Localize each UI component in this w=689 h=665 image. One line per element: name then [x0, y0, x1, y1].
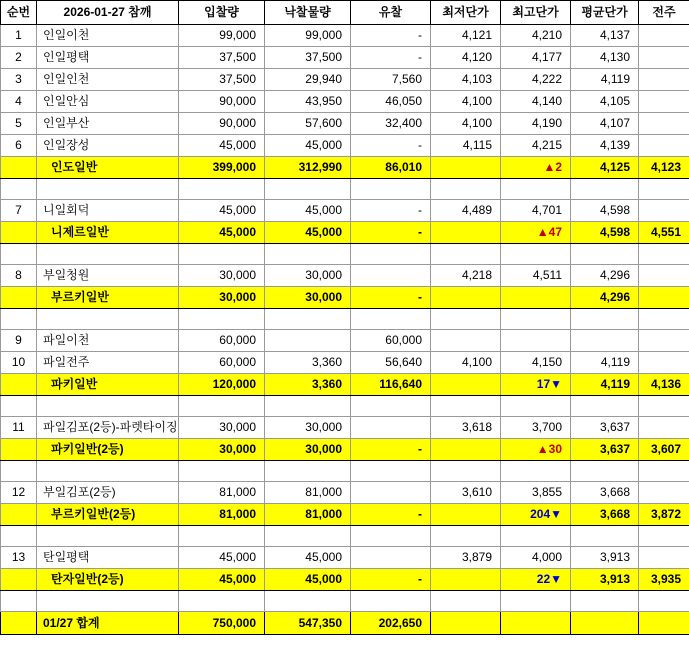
max-price: [501, 504, 571, 526]
spacer-cell: [1, 244, 37, 265]
awarded-quantity: 81,000: [265, 504, 351, 526]
row-number: 6: [1, 135, 37, 157]
max-price: 4,215: [501, 135, 571, 157]
column-header: 최저단가: [431, 1, 501, 25]
spacer-cell: [351, 309, 431, 330]
failed-quantity: 116,640: [351, 374, 431, 396]
awarded-quantity: 45,000: [265, 135, 351, 157]
spacer-cell: [265, 309, 351, 330]
min-price: [431, 439, 501, 461]
avg-price: 4,119: [571, 352, 639, 374]
awarded-quantity: 45,000: [265, 547, 351, 569]
spacer-cell: [1, 591, 37, 612]
failed-quantity: 32,400: [351, 113, 431, 135]
spacer-cell: [501, 526, 571, 547]
row-number: [1, 504, 37, 526]
awarded-quantity: 45,000: [265, 222, 351, 244]
item-name: 니제르일반: [37, 222, 179, 244]
item-name: 부일김포(2등): [37, 482, 179, 504]
max-price: 4,701: [501, 200, 571, 222]
min-price: [431, 287, 501, 309]
table-row: [1, 113, 689, 135]
spacer-cell: [639, 244, 689, 265]
total-row: [1, 612, 689, 635]
spacer-cell: [351, 526, 431, 547]
max-price: [501, 612, 571, 635]
row-number: 13: [1, 547, 37, 569]
max-price: 4,511: [501, 265, 571, 287]
bid-quantity: 90,000: [179, 91, 265, 113]
item-name: 인일인천: [37, 69, 179, 91]
spacer-cell: [37, 244, 179, 265]
failed-quantity: [351, 417, 431, 439]
spacer-cell: [501, 309, 571, 330]
spacer-row: [1, 526, 689, 547]
spacer-cell: [265, 461, 351, 482]
failed-quantity: -: [351, 569, 431, 591]
subtotal-row: [1, 287, 689, 309]
failed-quantity: 56,640: [351, 352, 431, 374]
awarded-quantity: 30,000: [265, 287, 351, 309]
avg-price: [571, 330, 639, 352]
bid-quantity: 81,000: [179, 482, 265, 504]
min-price: 3,610: [431, 482, 501, 504]
min-price: [431, 157, 501, 179]
price-down-indicator: 204▼: [530, 507, 562, 521]
spacer-cell: [37, 591, 179, 612]
subtotal-row: [1, 439, 689, 461]
bid-quantity: 60,000: [179, 352, 265, 374]
min-price: [431, 612, 501, 635]
awarded-quantity: [265, 330, 351, 352]
prev-week: [639, 69, 689, 91]
awarded-quantity: 99,000: [265, 25, 351, 47]
avg-price: 4,598: [571, 222, 639, 244]
prev-week: [639, 91, 689, 113]
prev-week: 3,607: [639, 439, 689, 461]
spacer-cell: [501, 179, 571, 200]
max-price: [501, 222, 571, 244]
awarded-quantity: 57,600: [265, 113, 351, 135]
spacer-cell: [571, 396, 639, 417]
awarded-quantity: 29,940: [265, 69, 351, 91]
spacer-cell: [639, 461, 689, 482]
failed-quantity: -: [351, 200, 431, 222]
spacer-cell: [351, 244, 431, 265]
row-number: 8: [1, 265, 37, 287]
bid-quantity: 60,000: [179, 330, 265, 352]
price-up-indicator: ▲30: [536, 442, 562, 456]
row-number: 7: [1, 200, 37, 222]
min-price: 4,103: [431, 69, 501, 91]
spacer-cell: [179, 244, 265, 265]
max-price: [501, 374, 571, 396]
avg-price: 4,598: [571, 200, 639, 222]
avg-price: 3,668: [571, 482, 639, 504]
table-header-row: [1, 1, 689, 25]
bid-quantity: 399,000: [179, 157, 265, 179]
max-price: 4,000: [501, 547, 571, 569]
item-name: 부르키일반(2등): [37, 504, 179, 526]
spacer-cell: [639, 526, 689, 547]
column-header: 입찰량: [179, 1, 265, 25]
spacer-cell: [431, 461, 501, 482]
bid-quantity: 81,000: [179, 504, 265, 526]
spacer-cell: [351, 461, 431, 482]
spacer-cell: [571, 526, 639, 547]
spacer-cell: [1, 179, 37, 200]
failed-quantity: -: [351, 222, 431, 244]
row-number: [1, 569, 37, 591]
max-price: [501, 330, 571, 352]
awarded-quantity: 30,000: [265, 417, 351, 439]
max-price: [501, 157, 571, 179]
bid-quantity: 30,000: [179, 417, 265, 439]
table-row: [1, 25, 689, 47]
spacer-cell: [501, 244, 571, 265]
spacer-cell: [1, 461, 37, 482]
avg-price: 4,296: [571, 265, 639, 287]
table-row: [1, 47, 689, 69]
spacer-row: [1, 244, 689, 265]
row-number: [1, 612, 37, 635]
column-header: 전주: [639, 1, 689, 25]
failed-quantity: [351, 482, 431, 504]
item-name: 인일평택: [37, 47, 179, 69]
prev-week: [639, 25, 689, 47]
item-name: 인도일반: [37, 157, 179, 179]
bid-quantity: 45,000: [179, 569, 265, 591]
min-price: 3,618: [431, 417, 501, 439]
spacer-cell: [571, 309, 639, 330]
spacer-cell: [571, 461, 639, 482]
max-price: 4,140: [501, 91, 571, 113]
item-name: 부일청원: [37, 265, 179, 287]
spacer-cell: [431, 179, 501, 200]
spacer-cell: [179, 309, 265, 330]
row-number: 11: [1, 417, 37, 439]
price-down-indicator: 22▼: [536, 572, 562, 586]
column-header: 평균단가: [571, 1, 639, 25]
awarded-quantity: 3,360: [265, 352, 351, 374]
spacer-cell: [37, 309, 179, 330]
row-number: 2: [1, 47, 37, 69]
bid-quantity: 45,000: [179, 547, 265, 569]
column-header: 유찰: [351, 1, 431, 25]
avg-price: 4,119: [571, 374, 639, 396]
prev-week: 4,123: [639, 157, 689, 179]
table-row: [1, 330, 689, 352]
spacer-cell: [431, 526, 501, 547]
failed-quantity: 86,010: [351, 157, 431, 179]
min-price: 4,100: [431, 352, 501, 374]
item-name: 인일이천: [37, 25, 179, 47]
item-name: 인일안심: [37, 91, 179, 113]
failed-quantity: 46,050: [351, 91, 431, 113]
table-row: [1, 91, 689, 113]
min-price: [431, 374, 501, 396]
spacer-cell: [431, 244, 501, 265]
spacer-cell: [351, 591, 431, 612]
prev-week: [639, 417, 689, 439]
max-price: 3,700: [501, 417, 571, 439]
row-number: [1, 374, 37, 396]
table-row: [1, 417, 689, 439]
avg-price: 4,130: [571, 47, 639, 69]
bid-quantity: 750,000: [179, 612, 265, 635]
item-name: 부르키일반: [37, 287, 179, 309]
spacer-cell: [1, 309, 37, 330]
max-price: [501, 287, 571, 309]
awarded-quantity: 30,000: [265, 439, 351, 461]
max-price: 4,190: [501, 113, 571, 135]
failed-quantity: -: [351, 439, 431, 461]
prev-week: [639, 135, 689, 157]
price-up-indicator: ▲47: [536, 225, 562, 239]
spacer-cell: [37, 526, 179, 547]
avg-price: 4,125: [571, 157, 639, 179]
min-price: 4,100: [431, 91, 501, 113]
item-name: 탄일평택: [37, 547, 179, 569]
prev-week: [639, 265, 689, 287]
item-name: 파키일반: [37, 374, 179, 396]
column-header: 2026-01-27 참깨: [37, 1, 179, 25]
item-name: 파일이천: [37, 330, 179, 352]
min-price: [431, 569, 501, 591]
spacer-cell: [179, 396, 265, 417]
spacer-cell: [265, 526, 351, 547]
column-header: 순번: [1, 1, 37, 25]
table-row: [1, 200, 689, 222]
bid-quantity: 45,000: [179, 200, 265, 222]
spacer-cell: [501, 591, 571, 612]
min-price: [431, 222, 501, 244]
failed-quantity: -: [351, 504, 431, 526]
subtotal-row: [1, 157, 689, 179]
row-number: [1, 222, 37, 244]
item-name: 니일회덕: [37, 200, 179, 222]
table-row: [1, 265, 689, 287]
failed-quantity: -: [351, 135, 431, 157]
prev-week: [639, 200, 689, 222]
spacer-cell: [571, 244, 639, 265]
spacer-cell: [639, 591, 689, 612]
awarded-quantity: 43,950: [265, 91, 351, 113]
awarded-quantity: 312,990: [265, 157, 351, 179]
failed-quantity: 7,560: [351, 69, 431, 91]
prev-week: [639, 482, 689, 504]
avg-price: 3,913: [571, 547, 639, 569]
awarded-quantity: 45,000: [265, 200, 351, 222]
prev-week: 4,136: [639, 374, 689, 396]
prev-week: [639, 47, 689, 69]
max-price: 4,222: [501, 69, 571, 91]
bid-quantity: 37,500: [179, 47, 265, 69]
spacer-cell: [1, 526, 37, 547]
max-price: 4,210: [501, 25, 571, 47]
failed-quantity: -: [351, 25, 431, 47]
avg-price: 4,105: [571, 91, 639, 113]
min-price: 4,120: [431, 47, 501, 69]
avg-price: 4,107: [571, 113, 639, 135]
spacer-cell: [265, 396, 351, 417]
spacer-cell: [1, 396, 37, 417]
prev-week: [639, 287, 689, 309]
spacer-cell: [179, 526, 265, 547]
row-number: 3: [1, 69, 37, 91]
spacer-cell: [501, 396, 571, 417]
column-header: 최고단가: [501, 1, 571, 25]
row-number: [1, 439, 37, 461]
failed-quantity: 60,000: [351, 330, 431, 352]
avg-price: 3,668: [571, 504, 639, 526]
table-row: [1, 482, 689, 504]
avg-price: 4,119: [571, 69, 639, 91]
spacer-cell: [639, 179, 689, 200]
avg-price: 4,137: [571, 25, 639, 47]
awarded-quantity: 547,350: [265, 612, 351, 635]
avg-price: [571, 612, 639, 635]
min-price: 4,121: [431, 25, 501, 47]
awarded-quantity: 45,000: [265, 569, 351, 591]
spacer-row: [1, 591, 689, 612]
row-number: [1, 287, 37, 309]
min-price: 4,115: [431, 135, 501, 157]
bid-quantity: 30,000: [179, 287, 265, 309]
failed-quantity: [351, 265, 431, 287]
spacer-cell: [37, 179, 179, 200]
avg-price: 3,913: [571, 569, 639, 591]
table-row: [1, 547, 689, 569]
spacer-cell: [431, 309, 501, 330]
spacer-cell: [351, 396, 431, 417]
price-up-indicator: ▲2: [543, 160, 562, 174]
row-number: [1, 157, 37, 179]
column-header: 낙찰물량: [265, 1, 351, 25]
prev-week: [639, 547, 689, 569]
max-price: [501, 569, 571, 591]
bid-quantity: 45,000: [179, 222, 265, 244]
row-number: 12: [1, 482, 37, 504]
awarded-quantity: 37,500: [265, 47, 351, 69]
table-row: [1, 69, 689, 91]
failed-quantity: [351, 547, 431, 569]
awarded-quantity: 3,360: [265, 374, 351, 396]
max-price: 4,177: [501, 47, 571, 69]
spacer-cell: [265, 244, 351, 265]
spacer-cell: [501, 461, 571, 482]
avg-price: 3,637: [571, 417, 639, 439]
subtotal-row: [1, 222, 689, 244]
spacer-cell: [351, 179, 431, 200]
avg-price: 4,139: [571, 135, 639, 157]
min-price: 3,879: [431, 547, 501, 569]
awarded-quantity: 81,000: [265, 482, 351, 504]
spacer-cell: [431, 396, 501, 417]
table-row: [1, 135, 689, 157]
max-price: 3,855: [501, 482, 571, 504]
spacer-cell: [179, 591, 265, 612]
bid-quantity: 45,000: [179, 135, 265, 157]
spacer-cell: [571, 591, 639, 612]
row-number: 5: [1, 113, 37, 135]
item-name: 인일부산: [37, 113, 179, 135]
bid-quantity: 120,000: [179, 374, 265, 396]
subtotal-row: [1, 504, 689, 526]
spacer-row: [1, 309, 689, 330]
failed-quantity: -: [351, 47, 431, 69]
price-down-indicator: 17▼: [536, 377, 562, 391]
prev-week: 3,872: [639, 504, 689, 526]
spacer-cell: [179, 179, 265, 200]
item-name: 파키일반(2등): [37, 439, 179, 461]
prev-week: 3,935: [639, 569, 689, 591]
item-name: 01/27 합계: [37, 612, 179, 635]
spacer-cell: [37, 396, 179, 417]
spacer-cell: [639, 309, 689, 330]
min-price: 4,489: [431, 200, 501, 222]
prev-week: [639, 352, 689, 374]
row-number: 10: [1, 352, 37, 374]
spacer-row: [1, 396, 689, 417]
prev-week: 4,551: [639, 222, 689, 244]
item-name: 파일김포(2등)-파렛타이징: [37, 417, 179, 439]
prev-week: [639, 612, 689, 635]
min-price: [431, 330, 501, 352]
spacer-cell: [265, 179, 351, 200]
prev-week: [639, 330, 689, 352]
spacer-row: [1, 461, 689, 482]
spacer-cell: [37, 461, 179, 482]
bid-quantity: 30,000: [179, 439, 265, 461]
row-number: 9: [1, 330, 37, 352]
prev-week: [639, 113, 689, 135]
failed-quantity: 202,650: [351, 612, 431, 635]
item-name: 탄자일반(2등): [37, 569, 179, 591]
bid-quantity: 30,000: [179, 265, 265, 287]
subtotal-row: [1, 569, 689, 591]
table-row: [1, 352, 689, 374]
avg-price: 3,637: [571, 439, 639, 461]
max-price: [501, 439, 571, 461]
spacer-cell: [639, 396, 689, 417]
spacer-row: [1, 179, 689, 200]
row-number: 1: [1, 25, 37, 47]
min-price: 4,218: [431, 265, 501, 287]
spacer-cell: [431, 591, 501, 612]
spacer-cell: [571, 179, 639, 200]
bid-quantity: 90,000: [179, 113, 265, 135]
min-price: [431, 504, 501, 526]
avg-price: 4,296: [571, 287, 639, 309]
item-name: 파일전주: [37, 352, 179, 374]
subtotal-row: [1, 374, 689, 396]
spacer-cell: [179, 461, 265, 482]
max-price: 4,150: [501, 352, 571, 374]
failed-quantity: -: [351, 287, 431, 309]
awarded-quantity: 30,000: [265, 265, 351, 287]
bid-quantity: 37,500: [179, 69, 265, 91]
min-price: 4,100: [431, 113, 501, 135]
spacer-cell: [265, 591, 351, 612]
item-name: 인일장성: [37, 135, 179, 157]
bid-quantity: 99,000: [179, 25, 265, 47]
row-number: 4: [1, 91, 37, 113]
